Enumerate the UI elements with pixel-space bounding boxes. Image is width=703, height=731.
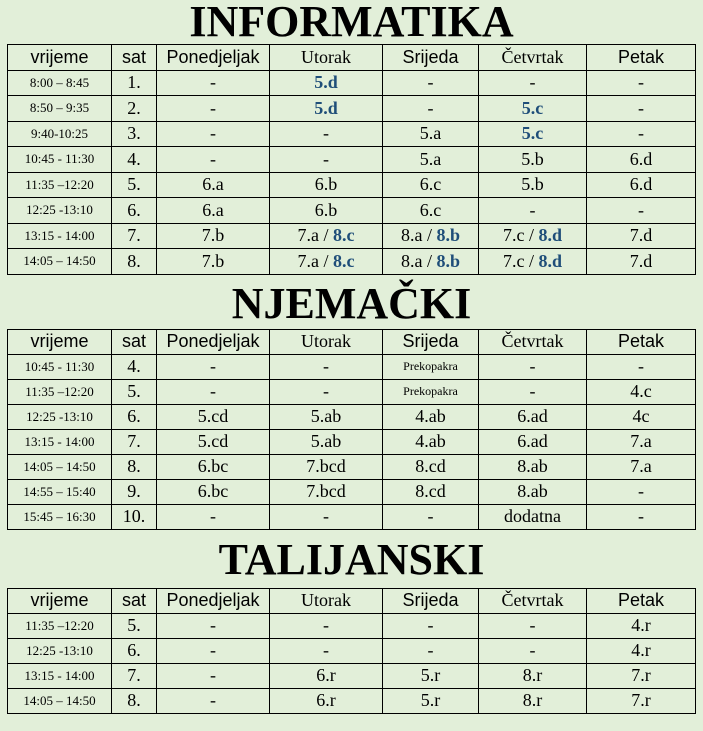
cell-period: 5. bbox=[112, 613, 157, 638]
cell-petak: - bbox=[587, 504, 696, 529]
cell-time: 8:50 – 9:35 bbox=[8, 96, 112, 122]
table-row bbox=[8, 121, 696, 147]
cell-utorak: 5.ab bbox=[270, 429, 383, 454]
cell-period: 6. bbox=[112, 198, 157, 224]
cell-period: 9. bbox=[112, 479, 157, 504]
cell-utorak: 6.b bbox=[270, 172, 383, 198]
cell-utorak: 7.a / 8.c bbox=[270, 223, 383, 249]
cell-petak: - bbox=[587, 198, 696, 224]
header-vrijeme: vrijeme bbox=[8, 45, 112, 71]
cell-cetvrtak: 6.ad bbox=[479, 429, 587, 454]
cell-srijeda: - bbox=[383, 96, 479, 122]
cell-period: 8. bbox=[112, 454, 157, 479]
cell-petak: - bbox=[587, 354, 696, 379]
cell-period: 1. bbox=[112, 70, 157, 96]
cell-petak: 4.c bbox=[587, 379, 696, 404]
cell-ponedjeljak: - bbox=[157, 613, 270, 638]
cell-cetvrtak: - bbox=[479, 354, 587, 379]
cell-utorak: - bbox=[270, 354, 383, 379]
cell-time: 11:35 –12:20 bbox=[8, 172, 112, 198]
cell-cetvrtak: 7.c / 8.d bbox=[479, 249, 587, 275]
cell-ponedjeljak: - bbox=[157, 504, 270, 529]
cell-cetvrtak: 5.b bbox=[479, 172, 587, 198]
cell-period: 5. bbox=[112, 379, 157, 404]
schedule-table-talijanski bbox=[7, 588, 696, 714]
cell-ponedjeljak: - bbox=[157, 663, 270, 688]
cell-utorak: 6.b bbox=[270, 198, 383, 224]
cell-period: 7. bbox=[112, 663, 157, 688]
cell-srijeda: 6.c bbox=[383, 198, 479, 224]
cell-utorak: 6.r bbox=[270, 688, 383, 713]
cell-cetvrtak: 8.ab bbox=[479, 479, 587, 504]
table-row bbox=[8, 404, 696, 429]
cell-cetvrtak: - bbox=[479, 379, 587, 404]
cell-srijeda: 8.a / 8.b bbox=[383, 249, 479, 275]
cell-time: 12:25 -13:10 bbox=[8, 198, 112, 224]
table-row bbox=[8, 198, 696, 224]
cell-time: 12:25 -13:10 bbox=[8, 638, 112, 663]
table-row bbox=[8, 147, 696, 173]
header-petak: Petak bbox=[587, 329, 696, 354]
cell-utorak: 6.r bbox=[270, 663, 383, 688]
header-cetvrtak: Četvrtak bbox=[479, 329, 587, 354]
cell-period: 8. bbox=[112, 249, 157, 275]
header-srijeda: Srijeda bbox=[383, 588, 479, 613]
cell-ponedjeljak: 6.a bbox=[157, 198, 270, 224]
table-row bbox=[8, 354, 696, 379]
cell-ponedjeljak: 7.b bbox=[157, 223, 270, 249]
cell-utorak: - bbox=[270, 638, 383, 663]
cell-time: 14:05 – 14:50 bbox=[8, 454, 112, 479]
table-row bbox=[8, 70, 696, 96]
cell-utorak: - bbox=[270, 504, 383, 529]
table-header-row bbox=[8, 329, 696, 354]
cell-utorak: - bbox=[270, 121, 383, 147]
section-title-njemacki: NJEMAČKI bbox=[231, 278, 472, 328]
cell-utorak: 5.d bbox=[270, 70, 383, 96]
cell-period: 4. bbox=[112, 354, 157, 379]
cell-cetvrtak: - bbox=[479, 613, 587, 638]
cell-petak: 7.r bbox=[587, 663, 696, 688]
cell-petak: 7.d bbox=[587, 249, 696, 275]
cell-time: 14:05 – 14:50 bbox=[8, 688, 112, 713]
cell-srijeda: - bbox=[383, 638, 479, 663]
cell-ponedjeljak: 7.b bbox=[157, 249, 270, 275]
table-row bbox=[8, 613, 696, 638]
cell-srijeda: 4.ab bbox=[383, 429, 479, 454]
table-row bbox=[8, 663, 696, 688]
cell-time: 10:45 - 11:30 bbox=[8, 354, 112, 379]
cell-time: 15:45 – 16:30 bbox=[8, 504, 112, 529]
cell-petak: 7.a bbox=[587, 429, 696, 454]
cell-cetvrtak: 5.c bbox=[479, 121, 587, 147]
cell-time: 12:25 -13:10 bbox=[8, 404, 112, 429]
cell-cetvrtak: 7.c / 8.d bbox=[479, 223, 587, 249]
cell-srijeda: 5.a bbox=[383, 121, 479, 147]
cell-srijeda: - bbox=[383, 504, 479, 529]
header-sat: sat bbox=[112, 45, 157, 71]
table-row bbox=[8, 688, 696, 713]
cell-srijeda: 8.a / 8.b bbox=[383, 223, 479, 249]
cell-ponedjeljak: - bbox=[157, 638, 270, 663]
cell-utorak: 5.ab bbox=[270, 404, 383, 429]
cell-time: 11:35 –12:20 bbox=[8, 613, 112, 638]
cell-cetvrtak: dodatna bbox=[479, 504, 587, 529]
header-cetvrtak: Četvrtak bbox=[479, 45, 587, 71]
cell-petak: 4.r bbox=[587, 613, 696, 638]
header-ponedjeljak: Ponedjeljak bbox=[157, 45, 270, 71]
cell-cetvrtak: - bbox=[479, 70, 587, 96]
cell-cetvrtak: - bbox=[479, 638, 587, 663]
cell-srijeda: Prekopakra bbox=[383, 379, 479, 404]
cell-srijeda: 8.cd bbox=[383, 479, 479, 504]
cell-ponedjeljak: 6.bc bbox=[157, 479, 270, 504]
header-utorak: Utorak bbox=[270, 588, 383, 613]
cell-petak: - bbox=[587, 96, 696, 122]
cell-cetvrtak: 5.b bbox=[479, 147, 587, 173]
table-row bbox=[8, 479, 696, 504]
header-petak: Petak bbox=[587, 45, 696, 71]
header-sat: sat bbox=[112, 588, 157, 613]
schedule-table-njemacki bbox=[7, 329, 696, 530]
cell-petak: 7.a bbox=[587, 454, 696, 479]
cell-srijeda: 8.cd bbox=[383, 454, 479, 479]
header-petak: Petak bbox=[587, 588, 696, 613]
cell-ponedjeljak: 6.a bbox=[157, 172, 270, 198]
cell-ponedjeljak: - bbox=[157, 96, 270, 122]
cell-petak: - bbox=[587, 479, 696, 504]
table-row bbox=[8, 504, 696, 529]
table-row bbox=[8, 454, 696, 479]
section-title-talijanski: TALIJANSKI bbox=[218, 534, 485, 584]
cell-srijeda: 5.r bbox=[383, 688, 479, 713]
cell-srijeda: - bbox=[383, 70, 479, 96]
cell-ponedjeljak: 6.bc bbox=[157, 454, 270, 479]
cell-ponedjeljak: 5.cd bbox=[157, 429, 270, 454]
header-utorak: Utorak bbox=[270, 329, 383, 354]
cell-srijeda: 5.a bbox=[383, 147, 479, 173]
section-title-informatika: INFORMATIKA bbox=[189, 0, 514, 46]
cell-period: 2. bbox=[112, 96, 157, 122]
cell-period: 8. bbox=[112, 688, 157, 713]
cell-srijeda: 6.c bbox=[383, 172, 479, 198]
cell-petak: - bbox=[587, 121, 696, 147]
cell-time: 9:40-10:25 bbox=[8, 121, 112, 147]
cell-petak: 4c bbox=[587, 404, 696, 429]
cell-cetvrtak: 8.r bbox=[479, 663, 587, 688]
header-sat: sat bbox=[112, 329, 157, 354]
cell-ponedjeljak: - bbox=[157, 70, 270, 96]
cell-period: 6. bbox=[112, 404, 157, 429]
cell-cetvrtak: 8.ab bbox=[479, 454, 587, 479]
table-row bbox=[8, 638, 696, 663]
cell-utorak: 5.d bbox=[270, 96, 383, 122]
header-cetvrtak: Četvrtak bbox=[479, 588, 587, 613]
cell-utorak: 7.a / 8.c bbox=[270, 249, 383, 275]
cell-cetvrtak: 8.r bbox=[479, 688, 587, 713]
cell-petak: - bbox=[587, 70, 696, 96]
table-header-row bbox=[8, 45, 696, 71]
cell-ponedjeljak: 5.cd bbox=[157, 404, 270, 429]
table-row bbox=[8, 379, 696, 404]
cell-time: 14:55 – 15:40 bbox=[8, 479, 112, 504]
cell-utorak: - bbox=[270, 379, 383, 404]
cell-period: 7. bbox=[112, 223, 157, 249]
cell-time: 13:15 - 14:00 bbox=[8, 429, 112, 454]
cell-time: 11:35 –12:20 bbox=[8, 379, 112, 404]
cell-cetvrtak: - bbox=[479, 198, 587, 224]
cell-ponedjeljak: - bbox=[157, 147, 270, 173]
cell-srijeda: 5.r bbox=[383, 663, 479, 688]
cell-time: 13:15 - 14:00 bbox=[8, 663, 112, 688]
cell-time: 13:15 - 14:00 bbox=[8, 223, 112, 249]
cell-period: 4. bbox=[112, 147, 157, 173]
cell-period: 10. bbox=[112, 504, 157, 529]
cell-utorak: - bbox=[270, 147, 383, 173]
cell-srijeda: - bbox=[383, 613, 479, 638]
cell-ponedjeljak: - bbox=[157, 688, 270, 713]
header-srijeda: Srijeda bbox=[383, 45, 479, 71]
table-row bbox=[8, 249, 696, 275]
table-row bbox=[8, 96, 696, 122]
header-ponedjeljak: Ponedjeljak bbox=[157, 329, 270, 354]
cell-ponedjeljak: - bbox=[157, 379, 270, 404]
header-utorak: Utorak bbox=[270, 45, 383, 71]
cell-period: 5. bbox=[112, 172, 157, 198]
header-vrijeme: vrijeme bbox=[8, 329, 112, 354]
cell-period: 3. bbox=[112, 121, 157, 147]
cell-petak: 7.r bbox=[587, 688, 696, 713]
cell-srijeda: 4.ab bbox=[383, 404, 479, 429]
cell-utorak: - bbox=[270, 613, 383, 638]
cell-cetvrtak: 6.ad bbox=[479, 404, 587, 429]
cell-ponedjeljak: - bbox=[157, 121, 270, 147]
cell-cetvrtak: 5.c bbox=[479, 96, 587, 122]
header-ponedjeljak: Ponedjeljak bbox=[157, 588, 270, 613]
header-srijeda: Srijeda bbox=[383, 329, 479, 354]
cell-srijeda: Prekopakra bbox=[383, 354, 479, 379]
cell-time: 14:05 – 14:50 bbox=[8, 249, 112, 275]
cell-time: 8:00 – 8:45 bbox=[8, 70, 112, 96]
table-row bbox=[8, 429, 696, 454]
cell-period: 7. bbox=[112, 429, 157, 454]
cell-petak: 6.d bbox=[587, 172, 696, 198]
schedule-table-informatika bbox=[7, 44, 696, 275]
header-vrijeme: vrijeme bbox=[8, 588, 112, 613]
cell-petak: 4.r bbox=[587, 638, 696, 663]
cell-ponedjeljak: - bbox=[157, 354, 270, 379]
table-row bbox=[8, 172, 696, 198]
cell-utorak: 7.bcd bbox=[270, 454, 383, 479]
cell-petak: 7.d bbox=[587, 223, 696, 249]
cell-utorak: 7.bcd bbox=[270, 479, 383, 504]
table-row bbox=[8, 223, 696, 249]
cell-petak: 6.d bbox=[587, 147, 696, 173]
cell-period: 6. bbox=[112, 638, 157, 663]
cell-time: 10:45 - 11:30 bbox=[8, 147, 112, 173]
table-header-row bbox=[8, 588, 696, 613]
